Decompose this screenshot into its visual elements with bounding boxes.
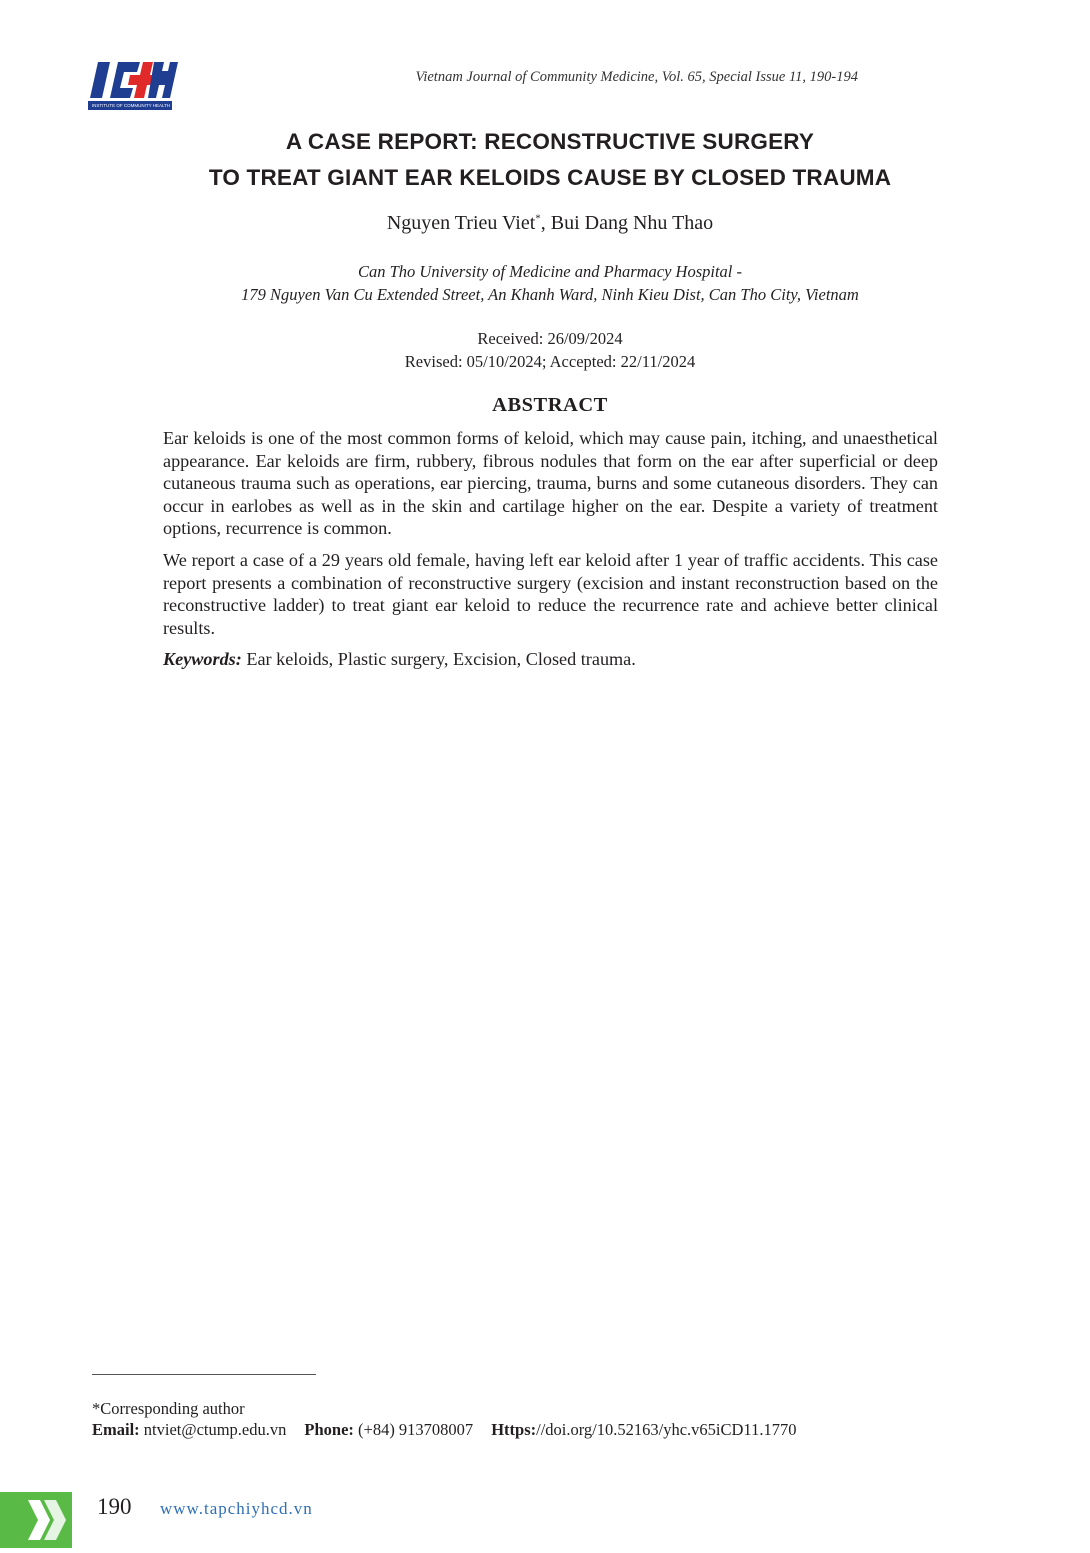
keywords — [163, 648, 938, 671]
page-tab — [0, 1492, 72, 1548]
ich-logo-icon — [88, 60, 178, 112]
double-chevron-right-icon — [0, 1492, 72, 1548]
abstract-heading: ABSTRACT — [492, 394, 608, 416]
keywords-text: Ear keloids, Plastic surgery, Excision, Closed trauma. — [241, 649, 636, 670]
contact-line — [92, 1419, 796, 1440]
authors — [0, 212, 1090, 235]
logo-caption: INSTITUTE OF COMMUNITY HEALTH — [91, 103, 171, 108]
title-line-2: TO TREAT GIANT EAR KELOIDS CAUSE BY CLOSED TRAUMA — [208, 165, 892, 190]
abstract-body — [163, 427, 938, 680]
title-line-1: A CASE REPORT: RECONSTRUCTIVE SURGERY — [285, 129, 815, 154]
author-2: , Bui Dang Nhu Thao — [540, 212, 714, 234]
doi-label: Https: — [491, 1420, 537, 1439]
keywords-label: Keywords: — [163, 649, 242, 670]
doi-link[interactable]: //doi.org/10.52163/yhc.v65iCD11.1770 — [536, 1420, 797, 1439]
page-number: 190 — [97, 1494, 132, 1519]
footnote-divider — [92, 1374, 316, 1375]
website-link[interactable]: www.tapchiyhcd.vn — [160, 1499, 313, 1518]
received-date: Received: 26/09/2024 — [477, 329, 623, 348]
affiliation — [0, 260, 1090, 306]
corresponding-author: *Corresponding author — [92, 1399, 245, 1418]
author-1: Nguyen Trieu Viet — [386, 212, 536, 234]
dates — [0, 327, 1090, 373]
revised-accepted-date: Revised: 05/10/2024; Accepted: 22/11/2024 — [404, 352, 696, 371]
journal-header: Vietnam Journal of Community Medicine, Vol. 65, Special Issue 11, 190-194 — [415, 69, 858, 85]
abstract-paragraph-1: Ear keloids is one of the most common forms of keloid, which may cause pain, itching, and unaesthetical appearance. Ear keloids are firm, rubbery, fibrous nodules that form on the ear after superficial or deep cutaneous trauma such as operations, ear piercing, trauma, burns and some cutaneous disorders. They can occur in earlobes as well as in the skin and cartilage higher on the ear. Despite a variety of treatment options, recurrence is common. — [163, 428, 938, 539]
affiliation-line-1: Can Tho University of Medicine and Pharmacy Hospital - — [357, 262, 743, 281]
footnote — [92, 1398, 796, 1440]
article-title — [0, 124, 1090, 196]
phone-number: (+84) 913708007 — [353, 1420, 474, 1439]
phone-label: Phone: — [304, 1420, 354, 1439]
corresponding-mark: * — [535, 212, 541, 225]
email-label: Email: — [92, 1420, 140, 1439]
email-link[interactable]: ntviet@ctump.edu.vn — [139, 1420, 287, 1439]
affiliation-line-2: 179 Nguyen Van Cu Extended Street, An Khanh Ward, Ninh Kieu Dist, Can Tho City, Vietnam — [241, 285, 859, 304]
abstract-paragraph-2: We report a case of a 29 years old female, having left ear keloid after 1 year of traffic accidents. This case report presents a combination of reconstructive surgery (excision and instant reconstruction based on the reconstructive ladder) to treat giant ear keloid to reduce the recurrence rate and achieve better clinical results. — [163, 549, 938, 638]
